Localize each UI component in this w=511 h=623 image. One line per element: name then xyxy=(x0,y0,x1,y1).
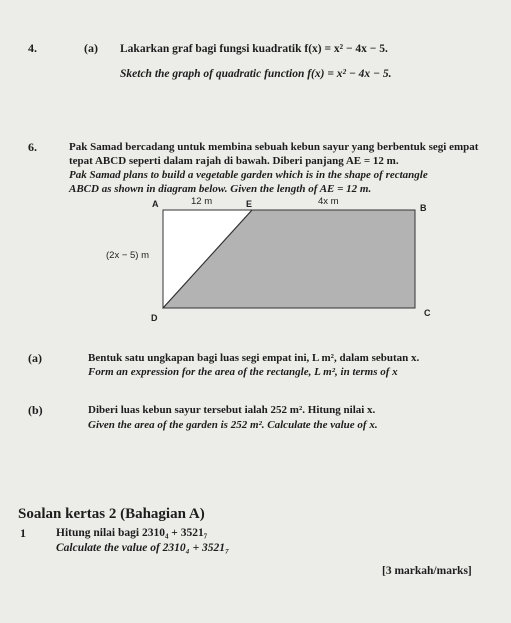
paper2-marks: [3 markah/marks] xyxy=(382,565,472,577)
question-number-6: 6. xyxy=(28,140,37,154)
q6-part-a-malay: Bentuk satu ungkapan bagi luas segi empat ini, L m², dalam sebutan x. xyxy=(88,352,420,364)
diagram-dim-eb: 4x m xyxy=(318,196,339,207)
q6-malay-line1: Pak Samad bercadang untuk membina sebuah kebun sayur yang berbentuk segi empat xyxy=(69,141,479,153)
diagram-dim-ad: (2x − 5) m xyxy=(106,250,150,261)
paper2-heading: Soalan kertas 2 (Bahagian A) xyxy=(18,506,205,522)
q6-english-line2: ABCD as shown in diagram below. Given the length of AE = 12 m. xyxy=(69,183,372,195)
q4-english-text: Sketch the graph of quadratic function f(x) = x² − 4x − 5. xyxy=(120,68,392,80)
diagram-dim-ae: 12 m xyxy=(191,196,213,207)
paper2-english-text: Calculate the value of 2310₄ + 3521₇ xyxy=(56,542,230,554)
q4-part-a-label: (a) xyxy=(84,41,98,55)
q6-malay-line2: tepat ABCD seperti dalam rajah di bawah. Diberi panjang AE = 12 m. xyxy=(69,155,399,167)
diagram-label-d: D xyxy=(151,313,158,323)
q6-part-b-malay: Diberi luas kebun sayur tersebut ialah 252 m². Hitung nilai x. xyxy=(88,404,376,416)
paper2-question-number: 1 xyxy=(20,526,26,540)
q6-part-b-label: (b) xyxy=(28,403,43,417)
diagram-label-c: C xyxy=(424,308,431,318)
diagram-label-a: A xyxy=(152,199,159,209)
q6-english-line1: Pak Samad plans to build a vegetable garden which is in the shape of rectangle xyxy=(69,169,428,181)
q6-part-a-label: (a) xyxy=(28,351,42,365)
paper2-malay-text: Hitung nilai bagi 2310₄ + 3521₇ xyxy=(56,527,208,539)
q4-malay-text: Lakarkan graf bagi fungsi kuadratik f(x) = x² − 4x − 5. xyxy=(120,43,388,55)
q6-part-b-english: Given the area of the garden is 252 m². Calculate the value of x. xyxy=(88,419,378,431)
diagram-label-e: E xyxy=(246,199,253,209)
q6-part-a-english: Form an expression for the area of the rectangle, L m², in terms of x xyxy=(88,366,398,378)
question-number-4: 4. xyxy=(28,41,37,55)
diagram-label-b: B xyxy=(420,203,427,213)
